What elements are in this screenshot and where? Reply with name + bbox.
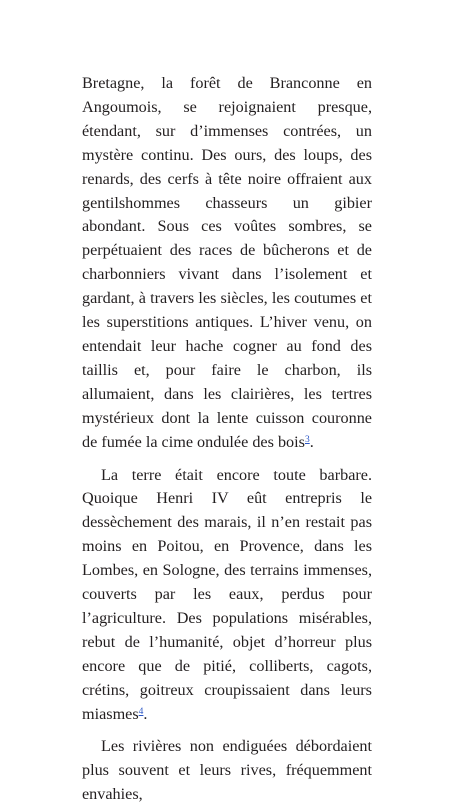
- footnote-ref-3[interactable]: 3: [304, 434, 310, 445]
- footnote-ref-4[interactable]: 4: [138, 706, 144, 717]
- paragraph-2-text: La terre était encore toute barbare. Quoique Henri IV eût entrepris le dessèchement des marais, il n’en restait pas moins en Poitou, en Provence, dans les Lombes, en Sologne, des terrains immenses, couverts par les eaux, perdus pour l’agriculture. Des populations misérables, rebut de l’humanité, objet d’horreur plus encore que de pitié, colliberts, cagots, crétins, goitreux croupissaient dans leurs miasmes: [82, 465, 372, 723]
- paragraph-2-end: .: [143, 704, 148, 723]
- paragraph-1: [82, 72, 372, 455]
- paragraph-1-end: .: [309, 432, 314, 451]
- paragraph-2: [82, 464, 372, 727]
- paragraph-3-text: Les rivières non endiguées débordaient plus souvent et leurs rives, fréquemment envahies,: [82, 737, 372, 804]
- paragraph-1-text: Bretagne, la forêt de Branconne en Angoumois, se rejoignaient presque, étendant, sur d’immenses contrées, un mystère continu. Des ours, des loups, des renards, des cerfs à tête noire offraient aux gentilshommes chasseurs un gibier abondant. Sous ces voûtes sombres, se perpétuaient des races de bûcherons et de charbonniers vivant dans l’isolement et gardant, à travers les siècles, les coutumes et les superstitions antiques. L’hiver venu, on entendait leur hache cogner au fond des taillis et, pour faire le charbon, ils allumaient, dans les clairières, les tertres mystérieux dont la lente cuisson couronne de fumée la cime ondulée des bois: [82, 74, 372, 451]
- paragraph-3: [82, 735, 372, 807]
- page-body: [82, 72, 372, 807]
